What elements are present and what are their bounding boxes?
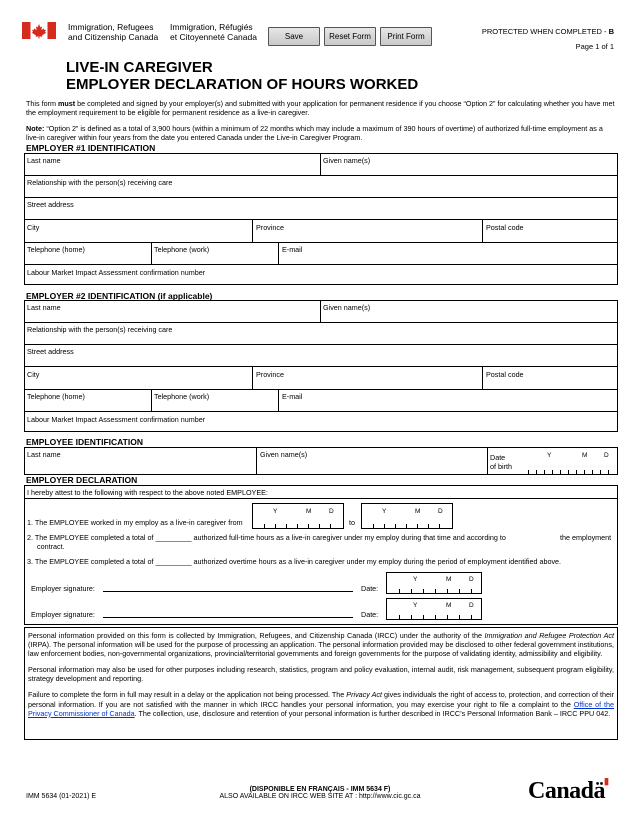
department-name-fr: Immigration, Réfugiés et Citoyenneté Canada [170, 22, 257, 42]
wordmark-flag-icon: ▮ [604, 776, 609, 786]
intro-paragraph: This form must be completed and signed by your employer(s) and submitted with your application for permanent residence if you choose “Option 2” for calculating whether you have met the employment requirement to be eligible for permanent residence as a live-in caregiver. [26, 99, 615, 117]
employee-heading: EMPLOYEE IDENTIFICATION [26, 437, 143, 447]
e1-postal-field[interactable]: Postal code [486, 223, 524, 232]
protected-label: PROTECTED WHEN COMPLETED - B [481, 27, 614, 36]
e2-email-field[interactable]: E-mail [282, 392, 303, 401]
e1-relationship-field[interactable]: Relationship with the person(s) receiving care [27, 178, 173, 187]
e2-province-field[interactable]: Province [256, 370, 284, 379]
e1-street-field[interactable]: Street address [27, 200, 74, 209]
save-button[interactable]: Save [268, 27, 320, 46]
privacy-paragraph-2: Personal information may also be used for other purposes including research, statistics, program and policy evaluation, internal audit, risk management, subsequent program eligibility, strategy development and reporting. [28, 665, 614, 684]
e1-tel-work-field[interactable]: Telephone (work) [154, 245, 210, 254]
intro-note: Note: “Option 2” is defined as a total of 3,900 hours (within a minimum of 22 months which may include a maximum of 390 hours of overtime) of authorized full-time employment as a live-in caregiver within four years from the date you entered Canada under the Live-in Caregiver Program. [26, 124, 603, 142]
declaration-heading: EMPLOYER DECLARATION [26, 475, 138, 485]
date2-label: Date: [361, 610, 379, 619]
attest-text: I hereby attest to the following with respect to the above noted EMPLOYEE: [27, 488, 268, 497]
e1-tel-home-field[interactable]: Telephone (home) [27, 245, 85, 254]
date1-label: Date: [361, 584, 379, 593]
e2-tel-work-field[interactable]: Telephone (work) [154, 392, 210, 401]
e2-relationship-field[interactable]: Relationship with the person(s) receiving care [27, 325, 173, 334]
privacy-paragraph-3: Failure to complete the form in full may result in a delay or the application not being processed. The Privacy Act gives individuals the right of access to, protection, and correction of their personal information. If you are not satisfied with the manner in which IRCC handles your personal information, you may exercise your right to file a complaint to the Office of the Privacy Commissioner of Canada. The collection, use, disclosure and retention of your personal information is further described in IRCC’s Personal Information Bank – IRCC PPU 042. [28, 690, 614, 718]
reset-form-button[interactable]: Reset Form [324, 27, 376, 46]
e1-city-field[interactable]: City [27, 223, 40, 232]
privacy-notice [24, 627, 618, 740]
canada-flag-logo [22, 22, 56, 39]
item2-text-end: the employment [560, 533, 612, 542]
employee-given-names-field[interactable]: Given name(s) [260, 450, 308, 459]
page-number: Page 1 of 1 [575, 42, 614, 51]
signature2-date-field[interactable]: Y M D [386, 598, 482, 620]
employer1-heading: EMPLOYER #1 IDENTIFICATION [26, 143, 156, 153]
signature1-label: Employer signature: [31, 584, 95, 593]
e1-last-name-field[interactable]: Last name [27, 156, 61, 165]
signature2-field[interactable] [103, 617, 353, 618]
dob-field[interactable]: Y M D [520, 448, 618, 474]
e2-tel-home-field[interactable]: Telephone (home) [27, 392, 85, 401]
item2-text: 2. The EMPLOYEE completed a total of _________ authorized full-time hours as a live-in caregiver under my employ during that time and according to [27, 533, 506, 542]
e1-given-names-field[interactable]: Given name(s) [323, 156, 371, 165]
e2-street-field[interactable]: Street address [27, 347, 74, 356]
signature2-label: Employer signature: [31, 610, 95, 619]
item1-text: 1. The EMPLOYEE worked in my employ as a live-in caregiver from [27, 518, 243, 527]
dob-label: Date of birth [490, 453, 512, 471]
print-form-button[interactable]: Print Form [380, 27, 432, 46]
e2-postal-field[interactable]: Postal code [486, 370, 524, 379]
from-date-field[interactable]: Y M D [252, 503, 344, 529]
privacy-commissioner-link[interactable]: Office of the Privacy Commissioner of Canada [28, 699, 614, 718]
page-title: LIVE-IN CAREGIVER EMPLOYER DECLARATION OF HOURS WORKED [66, 59, 419, 93]
canada-wordmark-logo: Canadä ▮ [528, 776, 609, 804]
form-number: IMM 5634 (01-2021) E [26, 793, 97, 800]
e2-lmia-field[interactable]: Labour Market Impact Assessment confirmation number [27, 415, 206, 424]
to-date-field[interactable]: Y M D [361, 503, 453, 529]
footer-center: (DISPONIBLE EN FRANÇAIS - IMM 5634 F) ALSO AVAILABLE ON IRCC WEB SITE AT : http://www.cic.gc.ca [219, 786, 421, 800]
privacy-paragraph-1: Personal information provided on this form is collected by Immigration, Refugees, and Citizenship Canada (IRCC) under the authority of the Immigration and Refugee Protection Act (IRPA). The personal information will be used for the purpose of processing an application. The personal information provided may be disclosed to other federal government institutions, law enforcement bodies, non-governmental organizations, provincial/territorial governments and foreign governments for the purpose of validating identity, admissibility and eligibility. [28, 631, 614, 659]
signature1-field[interactable] [103, 591, 353, 592]
to-label: to [349, 518, 355, 527]
e1-province-field[interactable]: Province [256, 223, 284, 232]
department-name-en: Immigration, Refugees and Citizenship Canada [68, 22, 159, 42]
e2-last-name-field[interactable]: Last name [27, 303, 61, 312]
e2-city-field[interactable]: City [27, 370, 40, 379]
item2-text-contract: contract. [37, 542, 65, 551]
signature1-date-field[interactable]: Y M D [386, 572, 482, 594]
e2-given-names-field[interactable]: Given name(s) [323, 303, 371, 312]
e1-email-field[interactable]: E-mail [282, 245, 303, 254]
item3-text: 3. The EMPLOYEE completed a total of _________ authorized overtime hours as a live-in caregiver under my employ during the period of employment identified above. [27, 557, 562, 566]
e1-lmia-field[interactable]: Labour Market Impact Assessment confirmation number [27, 268, 206, 277]
employer2-heading: EMPLOYER #2 IDENTIFICATION (if applicable) [26, 291, 213, 301]
employee-last-name-field[interactable]: Last name [27, 450, 61, 459]
